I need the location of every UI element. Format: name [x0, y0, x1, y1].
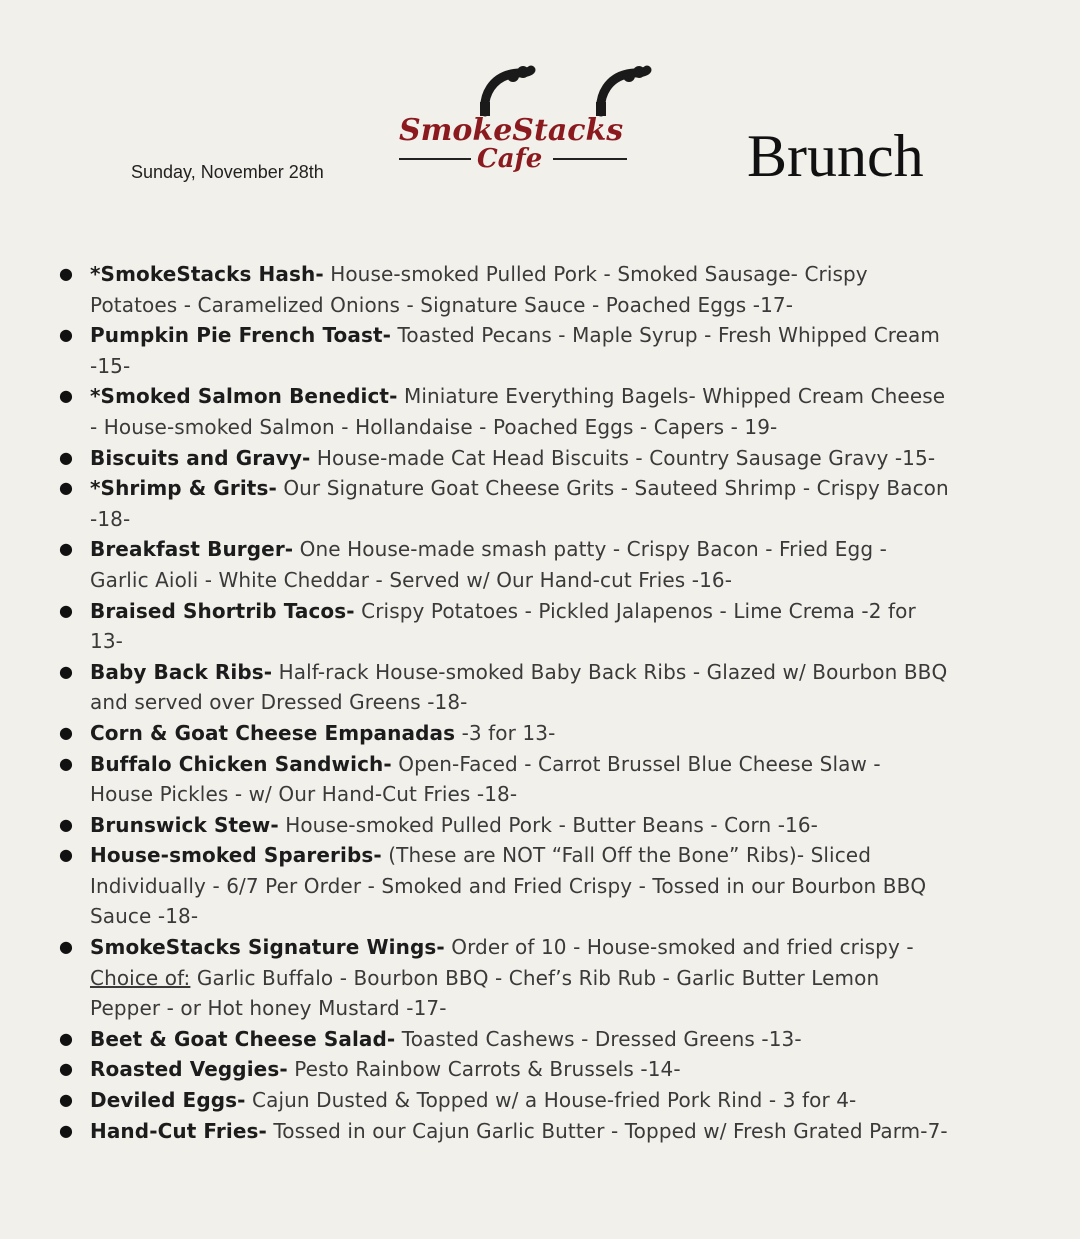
menu-item [59, 443, 950, 474]
menu-item-name: Brunswick Stew- [90, 812, 279, 837]
menu-item-description: Half-rack House-smoked Baby Back Ribs - Glazed w/ Bourbon BBQ and served over Dressed Greens -18- [90, 659, 948, 715]
menu-list [59, 259, 950, 1146]
menu-item-name: Buffalo Chicken Sandwich- [90, 751, 392, 776]
menu-item-description: Pesto Rainbow Carrots & Brussels -14- [287, 1057, 681, 1082]
menu-item-description: One House-made smash patty - Crispy Bacon - Fried Egg - Garlic Aioli - White Cheddar - Served w/ Our Hand-cut Fries -16- [90, 537, 887, 592]
bullet-icon: ● [59, 478, 74, 498]
menu-item [59, 749, 950, 810]
menu-item-description: Tossed in our Cajun Garlic Butter - Topped w/ Fresh Grated Parm-7- [266, 1118, 948, 1143]
menu-item [59, 810, 950, 841]
menu-item [59, 1085, 950, 1116]
menu-item-name: Roasted Veggies- [90, 1057, 288, 1082]
menu-item-choice-label: Choice of: [90, 965, 191, 990]
menu-item-description: Our Signature Goat Cheese Grits - Sauteed Shrimp - Crispy Bacon -18- [90, 476, 949, 531]
menu-item-name: Hand-Cut Fries- [90, 1118, 267, 1143]
bullet-icon: ● [59, 447, 74, 467]
bullet-icon: ● [59, 814, 74, 834]
menu-item [59, 932, 950, 1024]
bullet-icon: ● [59, 264, 74, 283]
menu-item [59, 259, 950, 320]
bullet-icon: ● [59, 1059, 74, 1079]
bullet-icon: ● [59, 1028, 74, 1048]
menu-item-description: Open-Faced - Carrot Brussel Blue Cheese Slaw - House Pickles - w/ Our Hand-Cut Fries -18- [90, 751, 881, 807]
menu-item-description: Miniature Everything Bagels- Whipped Cream Cheese - House-smoked Salmon - Hollandaise - Poached Eggs - Capers - 19- [90, 384, 946, 439]
menu-item [59, 473, 950, 534]
menu-item-name: SmokeStacks Signature Wings- [90, 935, 445, 960]
menu-item-name: Braised Shortrib Tacos- [90, 598, 355, 623]
menu-item [59, 534, 950, 595]
menu-item-name: *Shrimp & Grits- [90, 476, 277, 501]
menu-item-description: Order of 10 - House-smoked and fried crispy - [444, 935, 914, 960]
menu-title: Brunch [747, 123, 924, 189]
bullet-icon: ● [59, 1090, 74, 1110]
bullet-icon: ● [59, 539, 74, 559]
menu-item [59, 1024, 950, 1055]
menu-item [59, 1116, 950, 1147]
smokestacks-cafe-logo [395, 64, 655, 184]
menu-item [59, 1054, 950, 1085]
menu-item [59, 596, 950, 657]
logo-wordmark: SmokeStacks [399, 113, 624, 148]
menu-item-description: Crispy Potatoes - Pickled Jalapenos - Lime Crema -2 for 13- [90, 598, 916, 654]
bullet-icon: ● [59, 661, 74, 681]
menu-item-description: -3 for 13- [455, 720, 556, 745]
menu-item-description: Toasted Cashews - Dressed Greens -13- [395, 1026, 802, 1051]
menu-item-name: *Smoked Salmon Benedict- [90, 384, 398, 409]
menu-item [59, 657, 950, 718]
menu-item-name: Breakfast Burger- [90, 537, 294, 562]
menu-item [59, 718, 950, 749]
menu-item-description: (These are NOT “Fall Off the Bone” Ribs)- Sliced Individually - 6/7 Per Order - Smoked and Fried Crispy - Tossed in our Bourbon BBQ Sauce -18- [90, 843, 927, 929]
bullet-icon: ● [59, 937, 74, 957]
menu-item-name: House-smoked Spareribs- [90, 843, 382, 868]
menu-item-name: Biscuits and Gravy- [90, 445, 311, 470]
menu-item-name: Pumpkin Pie French Toast- [90, 323, 392, 348]
menu-date: Sunday, November 28th [131, 162, 324, 182]
menu-item-description: House-smoked Pulled Pork - Butter Beans - Corn -16- [278, 812, 819, 837]
bullet-icon: ● [59, 845, 74, 865]
menu-item-description: House-smoked Pulled Pork - Smoked Sausage- Crispy Potatoes - Caramelized Onions - Signature Sauce - Poached Eggs -17- [90, 262, 868, 317]
bullet-icon: ● [59, 386, 74, 406]
menu-item-name: Deviled Eggs- [90, 1088, 246, 1113]
menu-item-name: Corn & Goat Cheese Empanadas [90, 720, 456, 745]
bullet-icon: ● [59, 753, 74, 773]
menu-item [59, 381, 950, 442]
menu-item-name: *SmokeStacks Hash- [90, 262, 324, 286]
menu-item-description: House-made Cat Head Biscuits - Country Sausage Gravy -15- [310, 445, 936, 470]
menu-item [59, 320, 950, 381]
menu-item-name: Baby Back Ribs- [90, 659, 273, 684]
bullet-icon: ● [59, 722, 74, 742]
menu-item-description: Toasted Pecans - Maple Syrup - Fresh Whipped Cream -15- [90, 323, 940, 378]
menu-item-description: Cajun Dusted & Topped w/ a House-fried Pork Rind - 3 for 4- [245, 1088, 857, 1113]
bullet-icon: ● [59, 1120, 74, 1140]
menu-item-description-cont: Garlic Buffalo - Bourbon BBQ - Chef’s Rib Rub - Garlic Butter Lemon Pepper - or Hot honey Mustard -17- [90, 965, 880, 1021]
bullet-icon: ● [59, 600, 74, 620]
bullet-icon: ● [59, 325, 74, 345]
menu-item [59, 840, 950, 932]
menu-item-name: Beet & Goat Cheese Salad- [90, 1026, 396, 1051]
logo-subword: Cafe [477, 144, 543, 174]
